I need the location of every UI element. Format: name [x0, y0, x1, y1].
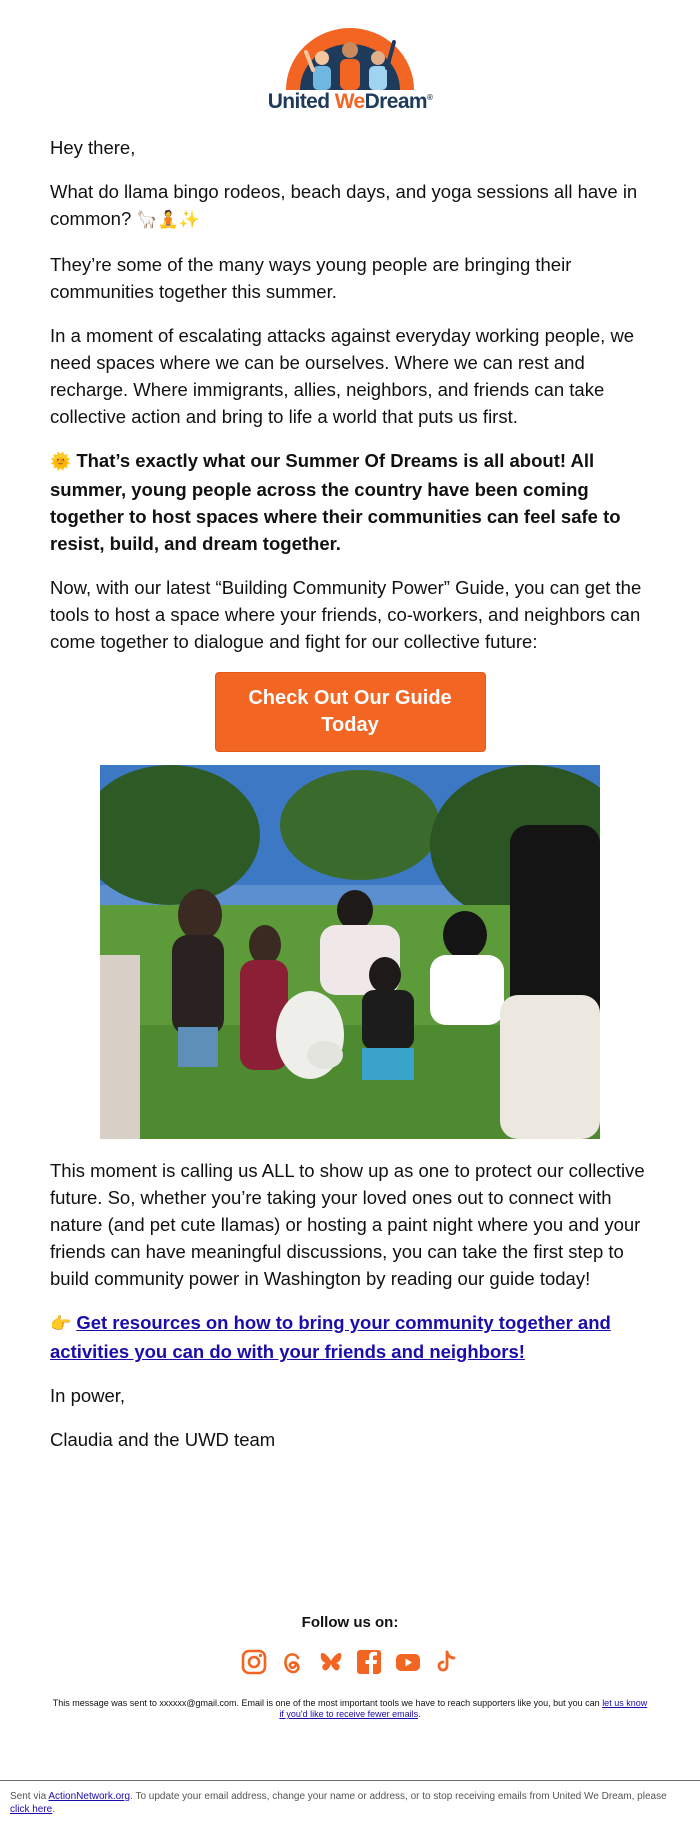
paragraph-2: They’re some of the many ways young people are bringing their communities together this summer.	[50, 254, 572, 302]
logo-emblem	[266, 28, 434, 92]
resources-link-paragraph	[50, 1309, 650, 1365]
unsubscribe-link[interactable]: click here	[10, 1804, 53, 1815]
fewer-emails-link[interactable]: let us know if you'd like to receive fewer emails	[279, 1698, 648, 1719]
paragraph-6: This moment is calling us ALL to show up as one to protect our collective future. So, whether you’re taking your loved ones out to connect with nature (and pet cute llamas) or hosting a paint night where you and your friends can have meaningful discussions, you can take the first step to build community power in Washington by reading our guide today!	[50, 1160, 645, 1289]
paragraph-3: In a moment of escalating attacks against everyday working people, we need spaces where we can be ourselves. Where we can rest and recharge. Where immigrants, allies, neighbors, and friends can take collective action and bring to life a world that puts us first.	[50, 325, 635, 427]
sun-icon: 🌞	[50, 452, 72, 472]
logo-wordmark: United WeDream®	[267, 90, 433, 113]
action-network-link[interactable]: ActionNetwork.org	[48, 1791, 131, 1802]
facebook-icon[interactable]	[356, 1649, 382, 1675]
summer-of-dreams-paragraph: 🌞 That’s exactly what our Summer Of Dreams is all about! All summer, young people across the country have been coming together to host spaces where their communities can feel safe to resist, build, and dream together.	[50, 450, 621, 554]
community-llama-photo[interactable]	[100, 765, 600, 1139]
bluesky-icon[interactable]	[318, 1649, 344, 1675]
threads-icon[interactable]	[279, 1649, 305, 1675]
resources-link[interactable]: Get resources on how to bring your community together and activities you can do with your friends and neighbors!	[50, 1312, 611, 1362]
youtube-icon[interactable]	[395, 1649, 421, 1675]
signature: Claudia and the UWD team	[50, 1429, 276, 1450]
tiktok-icon[interactable]	[433, 1649, 459, 1675]
uwd-logo[interactable]	[266, 28, 434, 114]
social-footer	[0, 1614, 700, 1679]
signoff: In power,	[50, 1385, 126, 1406]
pointing-hand-icon: 👉	[50, 1314, 72, 1334]
instagram-icon[interactable]	[241, 1649, 267, 1675]
social-icons	[0, 1649, 700, 1679]
greeting: Hey there,	[50, 137, 136, 158]
follow-us-label: Follow us on:	[301, 1614, 399, 1631]
activities-emoji-icon: 🦙🧘✨	[136, 210, 200, 230]
divider	[0, 1780, 700, 1781]
email-notice: This message was sent to xxxxxx@gmail.com. Email is one of the most important tools we have to reach supporters like you, but you can let us know if you'd like to receive fewer emails.	[52, 1698, 648, 1719]
check-out-guide-button[interactable]: Check Out Our Guide Today	[215, 672, 486, 752]
action-network-footer: Sent via ActionNetwork.org. To update your email address, change your name or address, or to stop receiving emails from United We Dream, please click here.	[10, 1791, 667, 1815]
email-body	[50, 134, 650, 1470]
cta-container	[50, 672, 650, 752]
intro-paragraph: What do llama bingo rodeos, beach days, and yoga sessions all have in common? 🦙🧘✨	[50, 181, 638, 230]
paragraph-5: Now, with our latest “Building Community Power” Guide, you can get the tools to host a space where your friends, co-workers, and neighbors can come together to dialogue and fight for our collective future:	[50, 577, 642, 652]
